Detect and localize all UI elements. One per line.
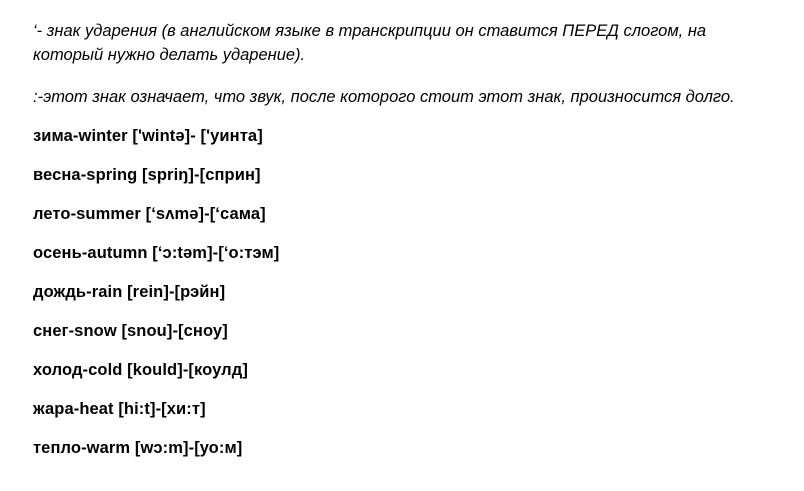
- long-sound-note: :-этот знак означает, что звук, после которого стоит этот знак, произносится долго.: [33, 88, 735, 106]
- vocab-entry-spring: весна-spring [spriŋ]-[сприн]: [33, 166, 261, 184]
- vocab-entry-summer: лето-summer [‘sʌmə]-[‘сама]: [33, 205, 266, 223]
- vocab-entry-rain: дождь-rain [rein]-[рэйн]: [33, 283, 226, 301]
- stress-mark-note-line-2: который нужно делать ударение).: [33, 46, 306, 64]
- vocab-entry-cold: холод-cold [kould]-[коулд]: [33, 361, 248, 379]
- vocab-entry-warm: тепло-warm [wɔ:m]-[уо:м]: [33, 439, 243, 457]
- stress-mark-note: [33, 19, 706, 67]
- vocab-entry-winter: зима-winter ['wintə]- ['уинта]: [33, 127, 263, 145]
- vocab-entry-autumn: осень-autumn [‘ɔ:təm]-[‘о:тэм]: [33, 244, 280, 262]
- stress-mark-note-line-1: ‘- знак ударения (в английском языке в транскрипции он ставится ПЕРЕД слогом, на: [33, 22, 707, 40]
- vocab-entry-heat: жара-heat [hi:t]-[хи:т]: [33, 400, 206, 418]
- vocab-entry-snow: снег-snow [snou]-[сноу]: [33, 322, 228, 340]
